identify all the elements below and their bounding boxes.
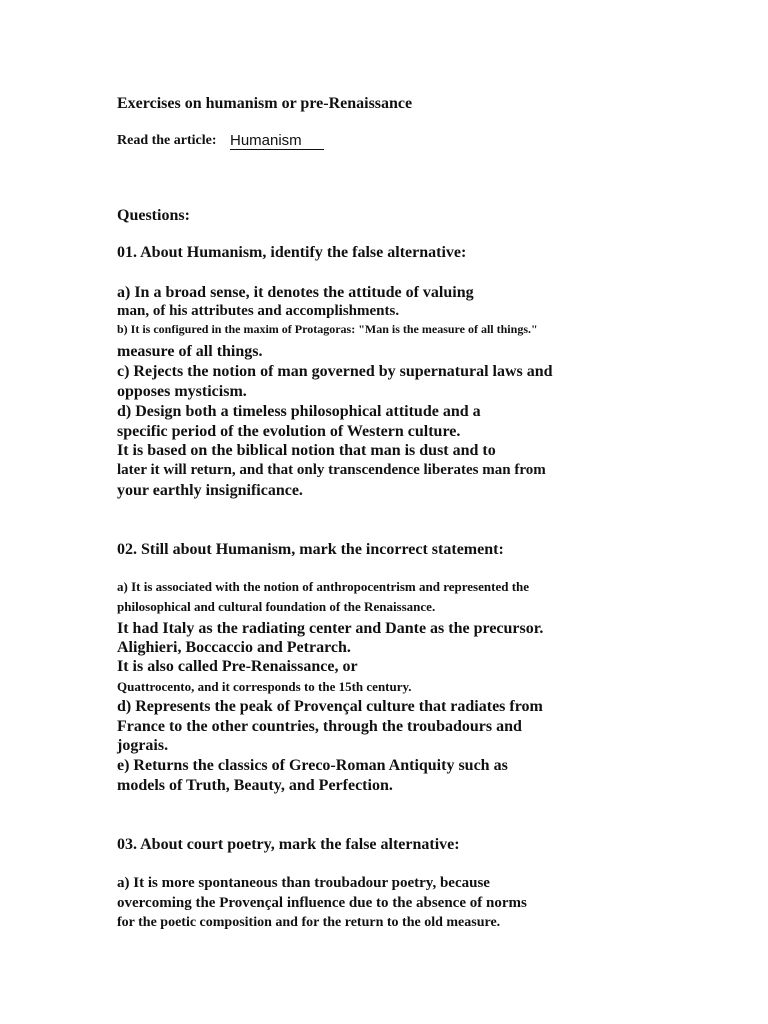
q2-line: It had Italy as the radiating center and Dante as the precursor. — [117, 620, 544, 637]
q1-line: It is based on the biblical notion that man is dust and to — [117, 442, 496, 459]
q2-line: France to the other countries, through the troubadours and — [117, 718, 522, 735]
read-article-label: Read the article: — [117, 133, 217, 148]
q3-line: overcoming the Provençal influence due to the absence of norms — [117, 895, 527, 911]
question-1-prompt: 01. About Humanism, identify the false alternative: — [117, 244, 467, 261]
q1-line: opposes mysticism. — [117, 383, 247, 400]
q1-line: a) In a broad sense, it denotes the attitude of valuing — [117, 284, 474, 301]
q2-line: models of Truth, Beauty, and Perfection. — [117, 777, 393, 794]
q3-line: a) It is more spontaneous than troubadour poetry, because — [117, 875, 490, 891]
questions-heading: Questions: — [117, 207, 190, 224]
q2-line: philosophical and cultural foundation of the Renaissance. — [117, 599, 436, 614]
q2-line: jograis. — [117, 737, 169, 754]
question-3-prompt: 03. About court poetry, mark the false alternative: — [117, 836, 460, 853]
question-2-prompt: 02. Still about Humanism, mark the incorrect statement: — [117, 541, 504, 558]
q1-line: specific period of the evolution of Western culture. — [117, 423, 461, 440]
document-title: Exercises on humanism or pre-Renaissance — [117, 95, 413, 112]
article-link[interactable]: Humanism — [230, 133, 324, 150]
q1-line: man, of his attributes and accomplishments. — [117, 303, 400, 319]
q2-line: d) Represents the peak of Provençal culture that radiates from — [117, 698, 543, 715]
q1-line: your earthly insignificance. — [117, 482, 303, 499]
q2-line: Alighieri, Boccaccio and Petrarch. — [117, 639, 351, 656]
q1-line: b) It is configured in the maxim of Protagoras: "Man is the measure of all things." — [117, 322, 538, 336]
q1-line: c) Rejects the notion of man governed by supernatural laws and — [117, 363, 553, 380]
q2-line: e) Returns the classics of Greco-Roman Antiquity such as — [117, 757, 508, 774]
q2-line: It is also called Pre-Renaissance, or — [117, 658, 358, 675]
q1-line: measure of all things. — [117, 343, 263, 360]
q2-line: a) It is associated with the notion of anthropocentrism and represented the — [117, 579, 530, 594]
q1-line: later it will return, and that only transcendence liberates man from — [117, 462, 546, 478]
q3-line: for the poetic composition and for the return to the old measure. — [117, 915, 501, 930]
q2-line: Quattrocento, and it corresponds to the 15th century. — [117, 679, 412, 694]
q1-line: d) Design both a timeless philosophical attitude and a — [117, 403, 481, 420]
